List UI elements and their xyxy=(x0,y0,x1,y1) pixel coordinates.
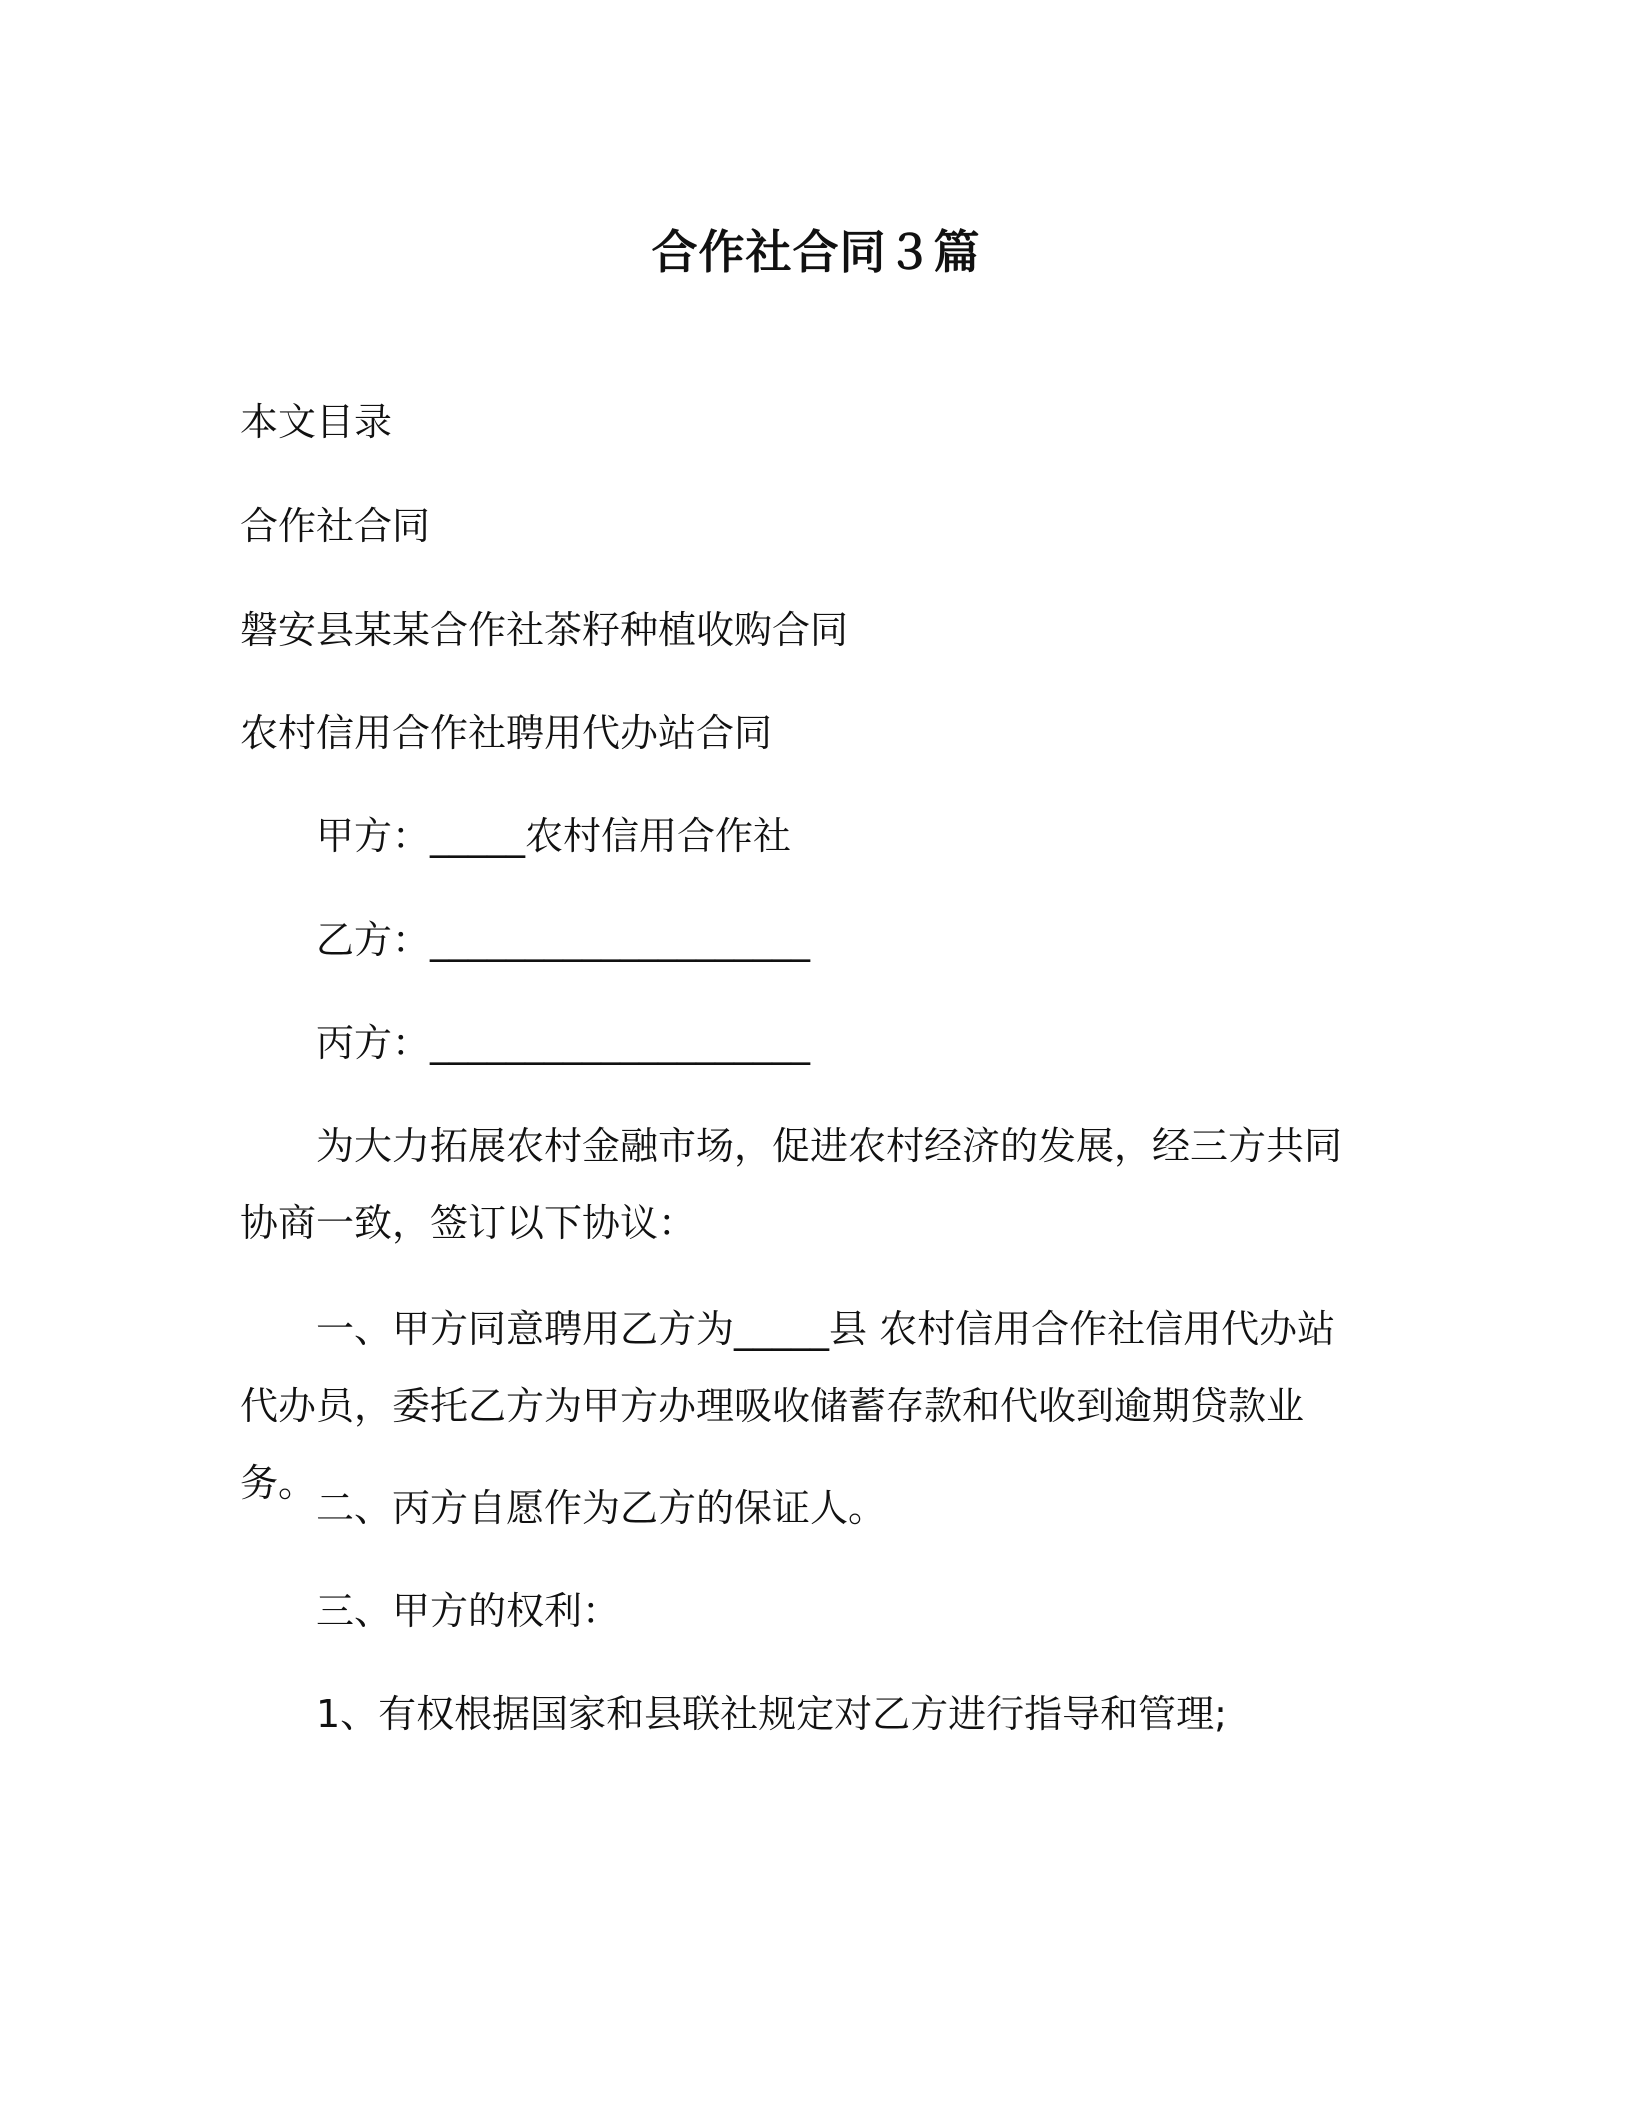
clause-3-heading: 三、甲方的权利： xyxy=(316,1589,621,1633)
party-b-line: 乙方：____________________ xyxy=(316,918,811,962)
party-c-line: 丙方：____________________ xyxy=(316,1021,811,1065)
toc-item[interactable]: 农村信用合作社聘用代办站合同 xyxy=(240,711,773,755)
clause-3-item-1: 1、有权根据国家和县联社规定对乙方进行指导和管理; xyxy=(316,1692,1227,1736)
preamble-paragraph: 为大力拓展农村金融市场，促进农村经济的发展，经三方共同协商一致，签订以下协议： xyxy=(240,1124,1343,1245)
clause-1-paragraph: 一、甲方同意聘用乙方为_____县 农村信用合作社信用代办站代办员，委托乙方为甲方办理吸收储蓄存款和代收到逾期贷款业务。 xyxy=(240,1307,1336,1505)
toc-heading: 本文目录 xyxy=(240,400,393,444)
clause-2-paragraph: 二、丙方自愿作为乙方的保证人。 xyxy=(316,1486,887,1530)
document-title: 合作社合同３篇 xyxy=(651,225,981,279)
party-a-line: 甲方：_____农村信用合作社 xyxy=(316,814,792,858)
toc-item[interactable]: 磐安县某某合作社茶籽种植收购合同 xyxy=(240,608,849,652)
toc-item[interactable]: 合作社合同 xyxy=(240,504,431,548)
